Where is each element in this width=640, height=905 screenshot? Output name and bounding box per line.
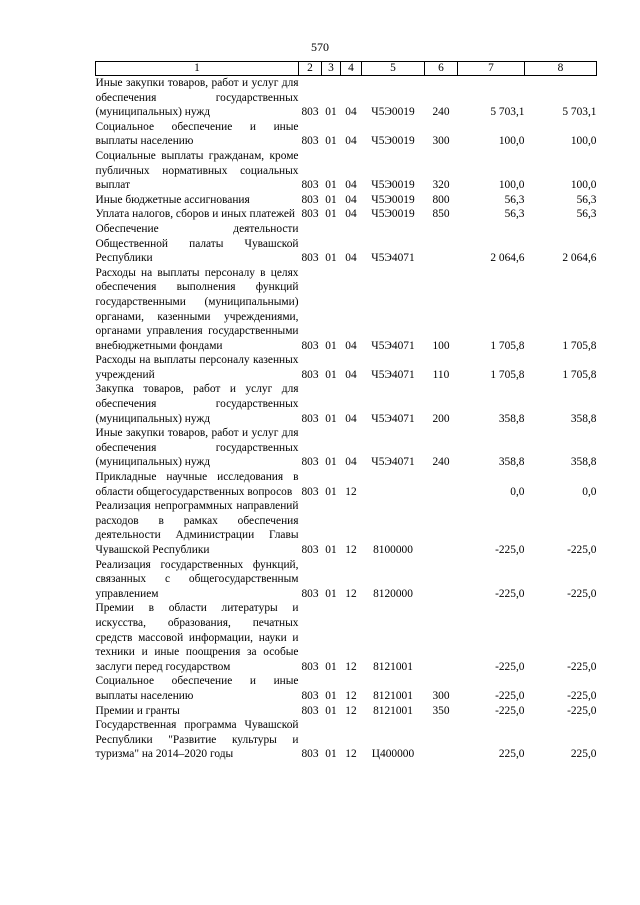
cell-ministry: 803 [301,193,319,206]
cell-subsection: 12 [345,748,357,761]
row-name: Государственная программа Чувашской Республики "Развитие культуры и туризма" на 2014–2020 годы [95,719,299,761]
cell-sum-column-8: -225,0 [567,587,597,600]
cell-sum-column-8: 100,0 [570,179,597,192]
table-row [96,718,597,762]
column-header: 8 [525,62,597,76]
cell-sum-column-7: 1 705,8 [490,339,525,352]
cell-section: 01 [325,252,337,265]
cell-ministry: 803 [301,252,319,265]
cell-sum-column-7: 0,0 [510,485,525,498]
cell-subsection: 04 [345,179,357,192]
column-header: 1 [96,62,299,76]
cell-sum-column-8: 56,3 [576,193,597,206]
cell-ministry: 803 [301,179,319,192]
row-name: Реализация непрограммных направлений расходов в рамках обеспечения деятельности Администрации Главы Чувашской Республики [95,500,299,556]
cell-expense-type: 850 [432,208,450,221]
cell-section: 01 [325,208,337,221]
cell-subsection: 04 [345,412,357,425]
cell-sum-column-8: 56,3 [576,208,597,221]
cell-expense-type [425,718,458,762]
cell-sum-column-8: 358,8 [570,456,597,469]
cell-section: 01 [325,368,337,381]
cell-sum-column-7: 358,8 [498,412,525,425]
cell-ministry: 803 [301,339,319,352]
cell-target-article: Ч5Э0019 [371,179,415,192]
cell-ministry: 803 [301,704,319,717]
cell-section: 01 [325,485,337,498]
cell-target-article: Ц400000 [371,748,415,761]
cell-section: 01 [325,193,337,206]
table-row [96,193,597,208]
table-row [96,222,597,266]
cell-subsection: 04 [345,339,357,352]
cell-sum-column-7: -225,0 [495,544,525,556]
cell-subsection: 04 [345,456,357,469]
cell-sum-column-8: 358,8 [570,412,597,425]
table-row [96,76,597,120]
cell-subsection: 12 [345,660,357,673]
row-name: Социальное обеспечение и иные выплаты населению [95,120,299,148]
cell-sum-column-7: 2 064,6 [490,252,525,265]
cell-target-article: 8120000 [373,587,413,600]
row-name: Уплата налогов, сборов и иных платежей [95,208,295,221]
cell-target-article [362,470,425,499]
cell-ministry: 803 [301,208,319,221]
cell-sum-column-7: 358,8 [498,456,525,469]
cell-section: 01 [325,704,337,717]
column-header: 6 [425,62,458,76]
table-row [96,382,597,426]
cell-target-article: Ч5Э0019 [371,208,415,221]
cell-sum-column-8: 225,0 [570,748,597,761]
cell-target-article: Ч5Э4071 [371,339,415,352]
cell-expense-type [425,558,458,602]
cell-ministry: 803 [301,106,319,119]
cell-target-article: 8121001 [373,689,413,702]
row-name: Иные закупки товаров, работ и услуг для обеспечения государственных (муниципальных) нужд [95,427,299,469]
cell-expense-type [425,601,458,674]
table-row [96,470,597,499]
row-name: Реализация государственных функций, связанных с общегосударственным управлением [95,558,299,600]
cell-target-article: 8121001 [373,704,413,717]
cell-sum-column-8: -225,0 [567,704,597,717]
cell-expense-type: 300 [432,135,450,148]
cell-subsection: 04 [345,106,357,119]
table-row [96,266,597,354]
cell-subsection: 04 [345,135,357,148]
row-name: Социальные выплаты гражданам, кроме публичных нормативных социальных выплат [95,149,299,192]
cell-subsection: 12 [345,485,357,498]
cell-ministry: 803 [301,135,319,148]
cell-sum-column-8: -225,0 [567,544,597,556]
cell-section: 01 [325,544,337,556]
cell-section: 01 [325,106,337,119]
cell-ministry: 803 [301,485,319,498]
cell-section: 01 [325,748,337,761]
column-header: 5 [362,62,425,76]
cell-target-article: Ч5Э4071 [371,412,415,425]
row-name: Обеспечение деятельности Общественной палаты Чувашской Республики [95,222,299,265]
table-row [96,558,597,602]
cell-sum-column-7: 100,0 [498,135,525,148]
cell-sum-column-8: 5 703,1 [562,106,597,119]
cell-ministry: 803 [301,544,319,556]
row-name: Премии и гранты [95,704,180,717]
table-row [96,149,597,193]
cell-section: 01 [325,339,337,352]
cell-section: 01 [325,135,337,148]
cell-expense-type: 100 [432,339,450,352]
table-row [96,674,597,703]
cell-ministry: 803 [301,412,319,425]
table-row [96,426,597,470]
cell-subsection: 04 [345,208,357,221]
cell-subsection: 04 [345,252,357,265]
cell-expense-type [425,499,458,557]
cell-sum-column-7: -225,0 [495,587,525,600]
cell-expense-type: 110 [432,368,450,381]
column-header: 3 [322,62,341,76]
cell-sum-column-8: -225,0 [567,689,597,702]
cell-expense-type: 350 [432,704,450,717]
table-row [96,499,597,557]
table-row [96,353,597,382]
cell-ministry: 803 [301,587,319,600]
row-name: Прикладные научные исследования в области общегосударственных вопросов [95,471,299,498]
cell-expense-type: 800 [432,193,450,206]
cell-subsection: 12 [345,587,357,600]
row-name: Иные закупки товаров, работ и услуг для обеспечения государственных (муниципальных) нужд [95,77,299,119]
cell-sum-column-7: 56,3 [504,208,525,221]
cell-expense-type: 300 [432,689,450,702]
cell-sum-column-7: 56,3 [504,193,525,206]
cell-section: 01 [325,179,337,192]
cell-target-article: Ч5Э0019 [371,193,415,206]
cell-sum-column-7: 5 703,1 [490,106,525,119]
cell-section: 01 [325,587,337,600]
cell-expense-type [425,222,458,266]
table-row [96,704,597,719]
cell-ministry: 803 [301,748,319,761]
cell-expense-type: 240 [432,106,450,119]
cell-sum-column-7: 100,0 [498,179,525,192]
cell-sum-column-7: -225,0 [495,660,525,673]
budget-table [95,61,597,762]
cell-subsection: 12 [345,689,357,702]
cell-expense-type: 200 [432,412,450,425]
cell-expense-type: 240 [432,456,450,469]
table-row [96,120,597,149]
cell-subsection: 04 [345,193,357,206]
cell-sum-column-8: 0,0 [582,485,597,498]
cell-target-article: Ч5Э4071 [371,368,415,381]
cell-sum-column-7: 225,0 [498,748,525,761]
page-number: 570 [311,40,329,54]
cell-sum-column-8: -225,0 [567,660,597,673]
header-row [96,62,597,76]
cell-sum-column-8: 100,0 [570,135,597,148]
cell-expense-type [425,470,458,499]
cell-ministry: 803 [301,660,319,673]
cell-section: 01 [325,660,337,673]
cell-section: 01 [325,412,337,425]
cell-ministry: 803 [301,689,319,702]
cell-section: 01 [325,689,337,702]
cell-target-article: Ч5Э0019 [371,135,415,148]
cell-target-article: Ч5Э4071 [371,252,415,265]
table-row [96,207,597,222]
row-name: Расходы на выплаты персоналу в целях обеспечения выполнения функций государственными (муниципальными) органами, казенными учреждениями, органами управления государственными внебюджетными фондами [95,266,299,352]
table-row [96,601,597,674]
cell-sum-column-7: -225,0 [495,704,525,717]
cell-sum-column-7: 1 705,8 [490,368,525,381]
column-header: 2 [299,62,322,76]
row-name: Социальное обеспечение и иные выплаты населению [95,675,299,702]
cell-target-article: 8121001 [373,660,413,673]
cell-target-article: Ч5Э4071 [371,456,415,469]
cell-sum-column-8: 1 705,8 [562,339,597,352]
column-header: 4 [341,62,362,76]
cell-target-article: Ч5Э0019 [371,106,415,119]
cell-target-article: 8100000 [373,544,413,556]
cell-ministry: 803 [301,368,319,381]
row-name: Премии в области литературы и искусства, образования, печатных средств массовой информации, науки и техники и иные поощрения за особые заслуги перед государством [95,602,299,673]
cell-sum-column-7: -225,0 [495,689,525,702]
cell-expense-type: 320 [432,179,450,192]
cell-subsection: 12 [345,544,357,556]
row-name: Расходы на выплаты персоналу казенных учреждений [95,354,299,381]
column-header: 7 [458,62,525,76]
row-name: Иные бюджетные ассигнования [95,193,250,206]
row-name: Закупка товаров, работ и услуг для обеспечения государственных (муниципальных) нужд [95,383,299,425]
cell-sum-column-8: 1 705,8 [562,368,597,381]
cell-section: 01 [325,456,337,469]
cell-sum-column-8: 2 064,6 [562,252,597,265]
cell-subsection: 12 [345,704,357,717]
cell-subsection: 04 [345,368,357,381]
cell-ministry: 803 [301,456,319,469]
